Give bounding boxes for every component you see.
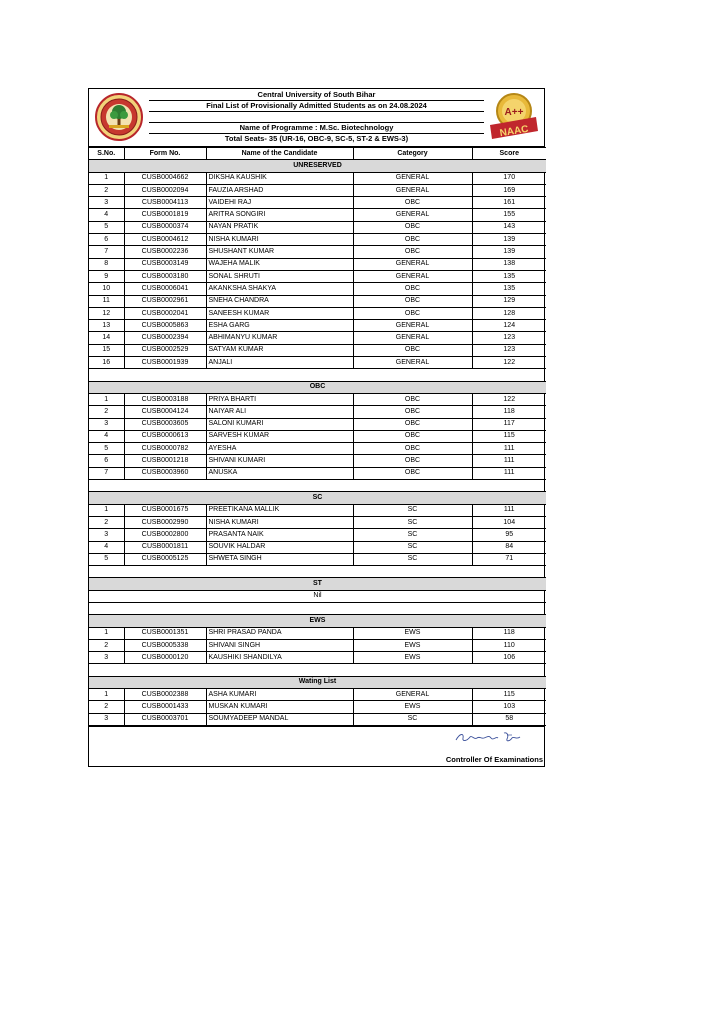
score-cell: 135: [472, 270, 546, 282]
score-cell: 129: [472, 295, 546, 307]
table-row: [89, 689, 546, 701]
category-cell: OBC: [353, 406, 472, 418]
table-row: [89, 443, 546, 455]
category-cell: OBC: [353, 467, 472, 479]
admission-table: [89, 147, 546, 726]
sno-cell: 13: [89, 320, 124, 332]
score-cell: 111: [472, 455, 546, 467]
section-header-row: [89, 160, 546, 172]
candidate-name-cell: ESHA GARG: [206, 320, 353, 332]
sno-cell: 6: [89, 234, 124, 246]
form-no-cell: CUSB0001811: [124, 541, 206, 553]
candidate-name-cell: PREETIKANA MALLIK: [206, 504, 353, 516]
score-cell: 111: [472, 443, 546, 455]
candidate-name-cell: SONAL SHRUTI: [206, 270, 353, 282]
sno-cell: 5: [89, 443, 124, 455]
document-header: [89, 89, 544, 147]
score-cell: 95: [472, 529, 546, 541]
candidate-name-cell: AYESHA: [206, 443, 353, 455]
score-cell: 117: [472, 418, 546, 430]
category-cell: OBC: [353, 221, 472, 233]
sno-cell: 1: [89, 627, 124, 639]
candidate-name-cell: ANJALI: [206, 357, 353, 369]
candidate-name-cell: DIKSHA KAUSHIK: [206, 172, 353, 184]
candidate-name-cell: SHWETA SINGH: [206, 553, 353, 565]
category-cell: OBC: [353, 197, 472, 209]
score-cell: 58: [472, 713, 546, 725]
programme-name: Name of Programme : M.Sc. Biotechnology: [149, 122, 484, 134]
candidate-name-cell: ABHIMANYU KUMAR: [206, 332, 353, 344]
category-cell: OBC: [353, 307, 472, 319]
score-cell: 115: [472, 689, 546, 701]
table-row: [89, 258, 546, 270]
form-no-cell: CUSB0000120: [124, 652, 206, 664]
form-no-cell: CUSB0004124: [124, 406, 206, 418]
table-header-row: [89, 148, 546, 160]
category-cell: GENERAL: [353, 184, 472, 196]
table-row: [89, 430, 546, 442]
score-cell: 139: [472, 246, 546, 258]
sno-cell: 3: [89, 652, 124, 664]
category-cell: GENERAL: [353, 258, 472, 270]
score-cell: 111: [472, 467, 546, 479]
sno-cell: 16: [89, 357, 124, 369]
table-body: [89, 160, 546, 726]
section-title: OBC: [89, 381, 546, 393]
spacer-row: [89, 369, 546, 381]
candidate-name-cell: PRIYA BHARTI: [206, 393, 353, 405]
category-cell: OBC: [353, 418, 472, 430]
score-cell: 155: [472, 209, 546, 221]
sno-cell: 4: [89, 209, 124, 221]
table-row: [89, 455, 546, 467]
sno-cell: 7: [89, 246, 124, 258]
table-row: [89, 467, 546, 479]
score-cell: 106: [472, 652, 546, 664]
score-cell: 123: [472, 332, 546, 344]
category-cell: GENERAL: [353, 209, 472, 221]
form-no-cell: CUSB0002394: [124, 332, 206, 344]
category-cell: SC: [353, 553, 472, 565]
score-cell: 118: [472, 406, 546, 418]
form-no-cell: CUSB0004662: [124, 172, 206, 184]
table-row: [89, 332, 546, 344]
form-no-cell: CUSB0006041: [124, 283, 206, 295]
table-row: [89, 652, 546, 664]
spacer-cell: [89, 664, 546, 676]
signature-area: [89, 726, 544, 766]
form-no-cell: CUSB0001351: [124, 627, 206, 639]
form-no-cell: CUSB0000374: [124, 221, 206, 233]
score-cell: 71: [472, 553, 546, 565]
table-row: [89, 406, 546, 418]
spacer-row: [89, 480, 546, 492]
form-no-cell: CUSB0000613: [124, 430, 206, 442]
naac-label: NAAC: [498, 123, 530, 140]
admission-list-document: [88, 88, 545, 767]
category-cell: SC: [353, 504, 472, 516]
section-header-row: [89, 578, 546, 590]
section-title: EWS: [89, 615, 546, 627]
table-row: [89, 270, 546, 282]
category-cell: GENERAL: [353, 332, 472, 344]
table-row: [89, 320, 546, 332]
category-cell: SC: [353, 713, 472, 725]
form-no-cell: CUSB0001675: [124, 504, 206, 516]
table-row: [89, 541, 546, 553]
form-no-cell: CUSB0002041: [124, 307, 206, 319]
score-cell: 170: [472, 172, 546, 184]
category-cell: SC: [353, 541, 472, 553]
sno-cell: 2: [89, 406, 124, 418]
category-cell: GENERAL: [353, 320, 472, 332]
sno-cell: 2: [89, 516, 124, 528]
candidate-name-cell: SARVESH KUMAR: [206, 430, 353, 442]
col-header-sno: S.No.: [89, 148, 124, 160]
sno-cell: 4: [89, 430, 124, 442]
category-cell: EWS: [353, 652, 472, 664]
form-no-cell: CUSB0002529: [124, 344, 206, 356]
table-row: [89, 713, 546, 725]
category-cell: OBC: [353, 455, 472, 467]
naac-grade: A++: [504, 107, 524, 118]
table-row: [89, 295, 546, 307]
sno-cell: 3: [89, 529, 124, 541]
table-row: [89, 357, 546, 369]
spacer-cell: [89, 566, 546, 578]
candidate-name-cell: AKANKSHA SHAKYA: [206, 283, 353, 295]
category-cell: GENERAL: [353, 270, 472, 282]
sno-cell: 15: [89, 344, 124, 356]
table-row: [89, 197, 546, 209]
table-row: [89, 344, 546, 356]
col-header-form-no: Form No.: [124, 148, 206, 160]
section-header-row: [89, 676, 546, 688]
candidate-name-cell: SNEHA CHANDRA: [206, 295, 353, 307]
candidate-name-cell: NISHA KUMARI: [206, 234, 353, 246]
score-cell: 139: [472, 234, 546, 246]
category-cell: OBC: [353, 295, 472, 307]
candidate-name-cell: FAUZIA ARSHAD: [206, 184, 353, 196]
candidate-name-cell: ARITRA SONGIRI: [206, 209, 353, 221]
form-no-cell: CUSB0003960: [124, 467, 206, 479]
category-cell: OBC: [353, 430, 472, 442]
score-cell: 115: [472, 430, 546, 442]
spacer-cell: [89, 602, 546, 614]
sno-cell: 1: [89, 393, 124, 405]
form-no-cell: CUSB0002236: [124, 246, 206, 258]
section-header-row: [89, 492, 546, 504]
sno-cell: 8: [89, 258, 124, 270]
candidate-name-cell: SHIVANI KUMARI: [206, 455, 353, 467]
section-title: UNRESERVED: [89, 160, 546, 172]
candidate-name-cell: KAUSHIKI SHANDILYA: [206, 652, 353, 664]
score-cell: 111: [472, 504, 546, 516]
sno-cell: 4: [89, 541, 124, 553]
form-no-cell: CUSB0003180: [124, 270, 206, 282]
candidate-name-cell: PRASANTA NAIK: [206, 529, 353, 541]
category-cell: GENERAL: [353, 357, 472, 369]
sno-cell: 12: [89, 307, 124, 319]
form-no-cell: CUSB0001939: [124, 357, 206, 369]
form-no-cell: CUSB0005125: [124, 553, 206, 565]
col-header-category: Category: [353, 148, 472, 160]
form-no-cell: CUSB0000782: [124, 443, 206, 455]
spacer-cell: [89, 369, 546, 381]
form-no-cell: CUSB0005338: [124, 639, 206, 651]
table-row: [89, 283, 546, 295]
list-title: Final List of Provisionally Admitted Students as on 24.08.2024: [149, 100, 484, 112]
category-cell: SC: [353, 529, 472, 541]
form-no-cell: CUSB0001819: [124, 209, 206, 221]
sno-cell: 1: [89, 172, 124, 184]
sno-cell: 6: [89, 455, 124, 467]
candidate-name-cell: ANUSKA: [206, 467, 353, 479]
total-seats: Total Seats- 35 (UR-16, OBC-9, SC-5, ST-2 & EWS-3): [224, 134, 409, 143]
col-header-score: Score: [472, 148, 546, 160]
sno-cell: 5: [89, 553, 124, 565]
candidate-name-cell: SHRI PRASAD PANDA: [206, 627, 353, 639]
score-cell: 135: [472, 283, 546, 295]
table-row: [89, 516, 546, 528]
sno-cell: 10: [89, 283, 124, 295]
controller-of-examinations: Controller Of Examinations: [445, 754, 543, 764]
candidate-name-cell: NAIYAR ALI: [206, 406, 353, 418]
sno-cell: 3: [89, 713, 124, 725]
sno-cell: 2: [89, 639, 124, 651]
category-cell: OBC: [353, 246, 472, 258]
form-no-cell: CUSB0004113: [124, 197, 206, 209]
nil-text: Nil: [89, 590, 546, 602]
candidate-name-cell: SANEESH KUMAR: [206, 307, 353, 319]
candidate-name-cell: SATYAM KUMAR: [206, 344, 353, 356]
form-no-cell: CUSB0002800: [124, 529, 206, 541]
score-cell: 118: [472, 627, 546, 639]
candidate-name-cell: SOUMYADEEP MANDAL: [206, 713, 353, 725]
spacer-row: [89, 602, 546, 614]
form-no-cell: CUSB0003149: [124, 258, 206, 270]
section-title: ST: [89, 578, 546, 590]
score-cell: 161: [472, 197, 546, 209]
table-row: [89, 627, 546, 639]
score-cell: 138: [472, 258, 546, 270]
category-cell: EWS: [353, 627, 472, 639]
score-cell: 124: [472, 320, 546, 332]
spacer-row: [89, 664, 546, 676]
candidate-name-cell: MUSKAN KUMARI: [206, 701, 353, 713]
section-header-row: [89, 615, 546, 627]
sno-cell: 11: [89, 295, 124, 307]
candidate-name-cell: SOUVIK HALDAR: [206, 541, 353, 553]
table-row: [89, 184, 546, 196]
sno-cell: 9: [89, 270, 124, 282]
table-row: [89, 529, 546, 541]
sno-cell: 2: [89, 701, 124, 713]
form-no-cell: CUSB0002094: [124, 184, 206, 196]
score-cell: 122: [472, 393, 546, 405]
category-cell: EWS: [353, 639, 472, 651]
form-no-cell: CUSB0002961: [124, 295, 206, 307]
form-no-cell: CUSB0002388: [124, 689, 206, 701]
table-row: [89, 418, 546, 430]
category-cell: GENERAL: [353, 689, 472, 701]
table-row: [89, 639, 546, 651]
score-cell: 103: [472, 701, 546, 713]
section-title: Wating List: [89, 676, 546, 688]
score-cell: 123: [472, 344, 546, 356]
candidate-name-cell: VAIDEHI RAJ: [206, 197, 353, 209]
form-no-cell: CUSB0001218: [124, 455, 206, 467]
spacer-row: [89, 566, 546, 578]
candidate-name-cell: NISHA KUMARI: [206, 516, 353, 528]
candidate-name-cell: SHIVANI SINGH: [206, 639, 353, 651]
table-row: [89, 701, 546, 713]
section-title: SC: [89, 492, 546, 504]
score-cell: 143: [472, 221, 546, 233]
category-cell: EWS: [353, 701, 472, 713]
category-cell: OBC: [353, 283, 472, 295]
table-row: [89, 246, 546, 258]
category-cell: GENERAL: [353, 172, 472, 184]
form-no-cell: CUSB0001433: [124, 701, 206, 713]
table-row: [89, 209, 546, 221]
sno-cell: 14: [89, 332, 124, 344]
table-row: [89, 172, 546, 184]
col-header-candidate-name: Name of the Candidate: [206, 148, 353, 160]
table-row: [89, 307, 546, 319]
section-header-row: [89, 381, 546, 393]
score-cell: 122: [472, 357, 546, 369]
candidate-name-cell: ASHA KUMARI: [206, 689, 353, 701]
candidate-name-cell: SHUSHANT KUMAR: [206, 246, 353, 258]
score-cell: 110: [472, 639, 546, 651]
sno-cell: 1: [89, 689, 124, 701]
category-cell: OBC: [353, 344, 472, 356]
score-cell: 169: [472, 184, 546, 196]
candidate-name-cell: SALONI KUMARI: [206, 418, 353, 430]
form-no-cell: CUSB0002990: [124, 516, 206, 528]
naac-badge-icon: [486, 91, 540, 143]
form-no-cell: CUSB0003701: [124, 713, 206, 725]
sno-cell: 3: [89, 418, 124, 430]
sno-cell: 1: [89, 504, 124, 516]
table-row: [89, 553, 546, 565]
sno-cell: 5: [89, 221, 124, 233]
form-no-cell: CUSB0003188: [124, 393, 206, 405]
candidate-name-cell: WAJEHA MALIK: [206, 258, 353, 270]
form-no-cell: CUSB0005863: [124, 320, 206, 332]
score-cell: 128: [472, 307, 546, 319]
category-cell: SC: [353, 516, 472, 528]
category-cell: OBC: [353, 234, 472, 246]
university-emblem-icon: [95, 93, 143, 141]
category-cell: OBC: [353, 393, 472, 405]
sno-cell: 7: [89, 467, 124, 479]
table-row: [89, 221, 546, 233]
candidate-name-cell: NAYAN PRATIK: [206, 221, 353, 233]
nil-row: [89, 590, 546, 602]
table-row: [89, 393, 546, 405]
table-row: [89, 504, 546, 516]
table-row: [89, 234, 546, 246]
category-cell: OBC: [353, 443, 472, 455]
score-cell: 104: [472, 516, 546, 528]
sno-cell: 2: [89, 184, 124, 196]
spacer-cell: [89, 480, 546, 492]
form-no-cell: CUSB0003605: [124, 418, 206, 430]
signature-icon: [454, 729, 524, 745]
university-name: Central University of South Bihar: [149, 89, 484, 101]
score-cell: 84: [472, 541, 546, 553]
sno-cell: 3: [89, 197, 124, 209]
form-no-cell: CUSB0004612: [124, 234, 206, 246]
